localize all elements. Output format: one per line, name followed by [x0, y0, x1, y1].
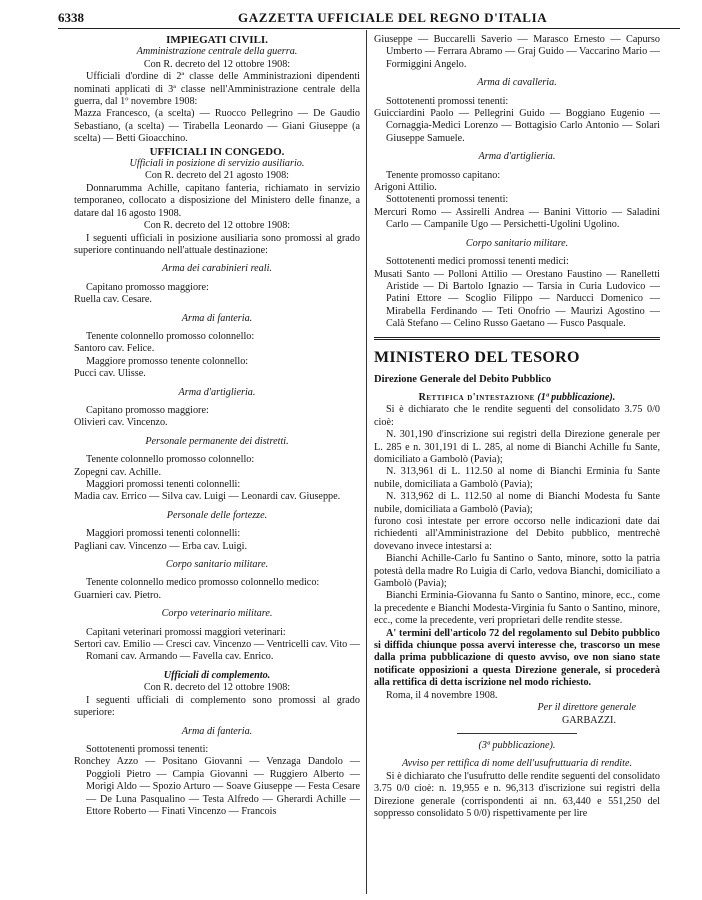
section-title-congedo: UFFICIALI IN CONGEDO. [149, 145, 285, 158]
decree-line: Con R. decreto del 12 ottobre 1908: [143, 682, 291, 694]
names-list: Ruella cav. Cesare. [74, 294, 152, 306]
paragraph: N. 313,962 di L. 112.50 al nome di Bianchi Modesta fu Sante nubile, domiciliata a Gambolò (Pavia); [374, 491, 660, 515]
subheading-veterinario: Corpo veterinario militare. [161, 608, 273, 620]
publication-note: (3ª pubblicazione). [478, 739, 556, 751]
names-list: Pagliani cav. Vincenzo — Erba cav. Luigi. [74, 540, 247, 552]
subheading-complemento: Ufficiali di complemento. [163, 669, 271, 681]
rettifica-heading [374, 392, 660, 404]
subheading-carabinieri: Arma dei carabinieri reali. [162, 263, 272, 275]
subheading-sanitario: Corpo sanitario militare. [165, 559, 269, 571]
gazette-title: GAZZETTA UFFICIALE DEL REGNO D'ITALIA [238, 10, 548, 25]
date-line: Roma, il 4 novembre 1908. [386, 689, 498, 701]
decree-line: Con R. decreto del 12 ottobre 1908: [143, 220, 291, 232]
rank-line: Capitani veterinari promossi maggiori veterinari: [86, 626, 286, 638]
right-column [374, 34, 660, 820]
paragraph: Bianchi Achille-Carlo fu Santino o Santo, minore, sotto la patria potestà della madre Ro Luigia di Carlo, vedova Bianchi, domiciliato a Gambolò (Pavia); [374, 553, 660, 590]
page-header [0, 0, 702, 28]
subheading-artiglieria: Arma d'artiglieria. [178, 386, 256, 398]
rank-line: Tenente colonnello medico promosso colonnello medico: [86, 577, 320, 589]
rettifica-label: Rettifica d'intestazione [418, 391, 535, 403]
signature-name: GARBAZZI. [561, 714, 616, 726]
rank-line: Sottotenenti promossi tenenti: [386, 95, 509, 107]
paragraph: Donnarumma Achille, capitano fanteria, richiamato in servizio temporaneo, collocato a disposizione del Ministero delle finanze, a datare dal 16 agosto 1908. [74, 182, 360, 219]
left-column [74, 34, 360, 818]
names-list-continued: Giuseppe — Buccarelli Saverio — Marasco Ernesto — Capurso Umberto — Ferrara Abramo — Graj Guido — Vaccarino Mario — Formiggini Angelo. [374, 34, 660, 70]
names-list: Musati Santo — Polloni Attilio — Orestano Faustino — Ranelletti Aristide — Di Bartolo Ignazio — Tarsia in Curia Ludovico — Patini Ettore — Scoglio Filippo — Narducci Domenico — Mirabella Ferdinando — Teti Onofrio — Maurizi Agostino — Calà Stefano — Celino Russo Gaetano — Fusco Pasquale. [374, 268, 660, 330]
header-rule [58, 28, 680, 29]
section-title-impiegati: IMPIEGATI CIVILI. [166, 34, 268, 46]
paragraph: Si è dichiarato che le rendite seguenti del consolidato 3.75 0/0 cioè: [374, 404, 660, 428]
names-list: Pucci cav. Ulisse. [74, 368, 146, 380]
subheading-ausiliario: Ufficiali in posizione di servizio ausiliario. [129, 158, 305, 170]
paragraph: Bianchi Erminia-Giovanna fu Santo o Santino, minore, ecc., come la precedente e Bianchi Modesta-Virginia fu Santo o Santino, minore, ecc., come la precedente, veri proprietari delle rendite stesse. [374, 590, 660, 627]
direzione-heading: Direzione Generale del Debito Pubblico [374, 373, 552, 385]
subheading-fortezze: Personale delle fortezze. [166, 509, 268, 521]
rank-line: Tenente colonnello promosso colonnello: [86, 454, 255, 466]
names-list: Santoro cav. Felice. [74, 343, 155, 355]
rank-line: Maggiori promossi tenenti colonnelli: [86, 528, 241, 540]
names-list: Sertori cav. Emilio — Cresci cav. Vincenzo — Ventricelli cav. Vito — Romani cav. Armando — Favella cav. Enrico. [74, 639, 360, 663]
names-list: Zopegni cav. Achille. [74, 466, 162, 478]
rank-line: Sottotenenti promossi tenenti: [386, 194, 509, 206]
names-list: Mercuri Romo — Assirelli Andrea — Banini Vittorio — Saladini Carlo — Campanile Ugo — Persichetti-Ugolini Ugolino. [374, 206, 660, 231]
signature-title: Per il direttore generale [537, 702, 636, 714]
paragraph: N. 313,961 di L. 112.50 al nome di Bianchi Erminia fu Sante nubile, domiciliata a Gambolò (Pavia); [374, 466, 660, 490]
subheading-artiglieria: Arma d'artiglieria. [478, 151, 556, 163]
rank-line: Tenente colonnello promosso colonnello: [86, 330, 255, 342]
names-list: Mazza Francesco, (a scelta) — Ruocco Pellegrino — De Gaudio Sebastiano, (a scelta) — Tirabella Leonardo — Giani Giuseppe (a scelta) — Betti Gioacchino. [74, 108, 360, 145]
short-rule [457, 733, 577, 734]
decree-line: Con R. decreto del 12 ottobre 1908: [143, 58, 291, 70]
rank-line: Maggiori promossi tenenti colonnelli: [86, 479, 241, 490]
rank-line: Tenente promosso capitano: [386, 169, 501, 181]
ministry-title: MINISTERO DEL TESORO [374, 348, 580, 366]
paragraph: Si è dichiarato che l'usufrutto delle rendite seguenti del consolidato 3.75 0/0 cioè: n. 19,955 e n. 96,313 d'iscrizione sui registri della Direzione generale (corrispondenti ai nn. 63,440 e 551,250 del soppresso consolidato 5 0/0) rispettivamente per lire [374, 770, 660, 819]
names-list: Arigoni Attilio. [374, 182, 437, 194]
names-list: Olivieri cav. Vincenzo. [74, 417, 168, 429]
names-list: Ronchey Azzo — Positano Giovanni — Venzaga Dandolo — Poggioli Pietro — Campia Giovanni — Ruggiero Alberto — Morigi Aldo — Spozio Arturo — Soave Giuseppe — Festa Cesare — De Luna Pasqualino — Testa Alfredo — Gherardi Achille — Ettore Roberto — Finati Vincenzo — Francois [74, 756, 360, 817]
avviso-heading: Avviso per rettifica di nome dell'usufruttuaria di rendite. [401, 758, 633, 770]
paragraph: I seguenti ufficiali in posizione ausiliaria sono promossi al grado superiore continuando nell'attuale destinazione: [74, 232, 360, 256]
names-list: Guarnieri cav. Pietro. [74, 589, 162, 601]
paragraph: N. 301,190 d'inscrizione sui registri della Direzione generale per L. 285 e n. 301,191 di L. 285, al nome di Bianchi Achille fu Sante, domiciliato a Gambolò (Pavia); [374, 429, 660, 465]
column-divider [366, 30, 367, 894]
paragraph: furono così intestate per errore occorso nelle indicazioni date dai richiedenti all'Amministrazione del Debito pubblico, mentrechè dovevano invece intestarsi a: [374, 516, 660, 552]
section-divider [374, 337, 660, 340]
paragraph-notice: A' termini dell'articolo 72 del regolamento sul Debito pubblico si diffida chiunque possa avervi interesse che, trascorso un mese dalla prima pubblicazione di questo avviso, ove non siano state notificate opposizioni a questa Direzione generale, si procederà alla rettifica di detta iscrizione nel modo richiesto. [374, 627, 660, 689]
paragraph: I seguenti ufficiali di complemento sono promossi al grado superiore: [74, 694, 360, 719]
names-list: Guicciardini Paolo — Pellegrini Guido — Boggiano Eugenio — Cornaggia-Medici Lorenzo — Bottagisio Carlo Antonio — Solari Giuseppe Samuele. [374, 108, 660, 144]
publication-note: (1ª pubblicazione). [537, 391, 616, 403]
subheading-cavalleria: Arma di cavalleria. [477, 77, 557, 89]
names-list: Madia cav. Errico — Silva cav. Luigi — Leonardi cav. Giuseppe. [74, 491, 341, 503]
rank-line: Sottotenenti medici promossi tenenti medici: [386, 256, 569, 268]
subheading-fanteria-complemento: Arma di fanteria. [181, 725, 253, 737]
rank-line: Capitano promosso maggiore: [86, 404, 209, 416]
rank-line: Maggiore promosso tenente colonnello: [86, 355, 249, 367]
paragraph: Ufficiali d'ordine di 2ª classe delle Amministrazioni dipendenti nominati applicati di 3ª classe nell'Amministrazione centrale della guerra, dal 1º novembre 1908: [74, 71, 360, 108]
subheading-amministrazione: Amministrazione centrale della guerra. [136, 46, 298, 58]
subheading-fanteria: Arma di fanteria. [181, 312, 253, 324]
rank-line: Sottotenenti promossi tenenti: [86, 743, 209, 755]
subheading-distretti: Personale permanente dei distretti. [145, 435, 289, 447]
decree-line: Con R. decreto del 21 agosto 1908: [144, 170, 290, 182]
subheading-sanitario: Corpo sanitario militare. [465, 237, 569, 249]
rank-line: Capitano promosso maggiore: [86, 281, 209, 293]
page-number: 6338 [58, 10, 84, 25]
